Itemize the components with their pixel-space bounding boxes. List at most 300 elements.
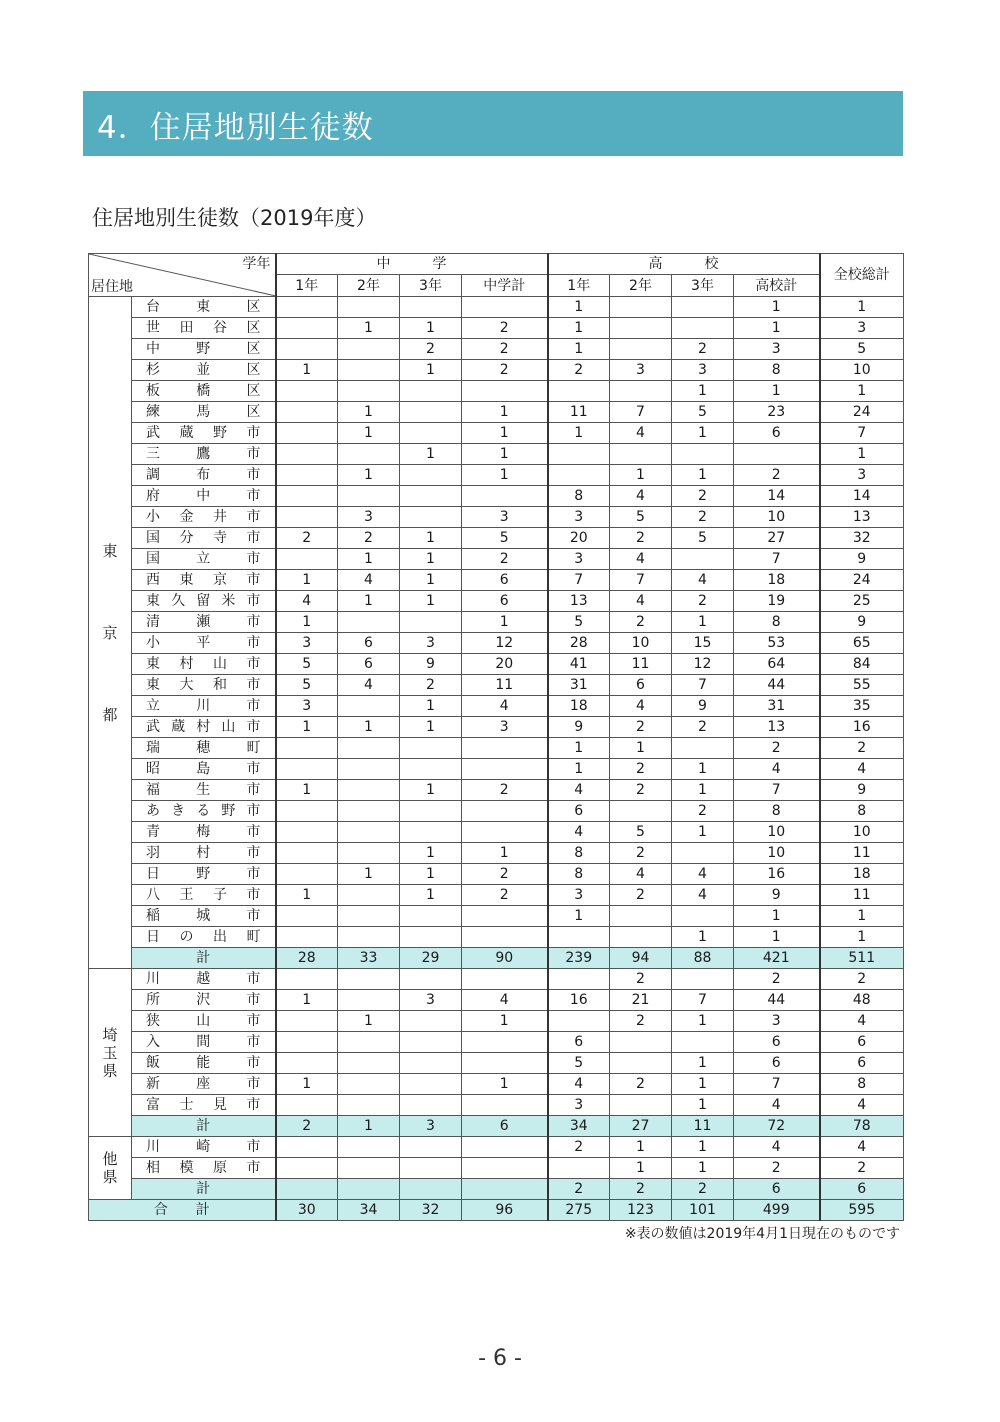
value-cell: 33 xyxy=(338,948,400,969)
value-cell xyxy=(338,1095,400,1116)
value-cell: 123 xyxy=(610,1200,672,1221)
value-cell: 1 xyxy=(820,927,904,948)
value-cell: 1 xyxy=(462,444,548,465)
value-cell: 1 xyxy=(400,549,462,570)
value-cell: 1 xyxy=(548,318,610,339)
table-row xyxy=(89,738,904,759)
value-cell: 44 xyxy=(734,990,820,1011)
value-cell xyxy=(276,549,338,570)
table-row xyxy=(89,1053,904,1074)
value-cell: 14 xyxy=(820,486,904,507)
residence-name: 川崎市 xyxy=(132,1137,276,1158)
value-cell xyxy=(338,759,400,780)
value-cell: 1 xyxy=(734,381,820,402)
prefecture-char: 埼 xyxy=(102,1025,118,1044)
grade-header: 学年 xyxy=(242,256,271,272)
value-cell xyxy=(462,801,548,822)
value-cell: 1 xyxy=(734,318,820,339)
value-cell: 1 xyxy=(400,591,462,612)
value-cell xyxy=(672,297,734,318)
value-cell xyxy=(400,297,462,318)
value-cell: 11 xyxy=(672,1116,734,1137)
value-cell: 9 xyxy=(820,780,904,801)
prefecture-char: 東 xyxy=(102,541,118,560)
value-cell: 53 xyxy=(734,633,820,654)
value-cell: 2 xyxy=(462,339,548,360)
value-cell xyxy=(338,822,400,843)
value-cell xyxy=(276,759,338,780)
prefecture-char: 県 xyxy=(102,1061,118,1080)
value-cell: 1 xyxy=(338,864,400,885)
table-row xyxy=(89,381,904,402)
value-cell: 1 xyxy=(462,402,548,423)
table-row xyxy=(89,780,904,801)
value-cell: 11 xyxy=(820,885,904,906)
residence-name: 富士見市 xyxy=(132,1095,276,1116)
value-cell xyxy=(462,486,548,507)
value-cell xyxy=(610,927,672,948)
value-cell: 5 xyxy=(672,528,734,549)
value-cell xyxy=(462,738,548,759)
residence-name: 新座市 xyxy=(132,1074,276,1095)
value-cell: 3 xyxy=(548,549,610,570)
value-cell xyxy=(276,927,338,948)
residence-name: 日の出町 xyxy=(132,927,276,948)
table-row xyxy=(89,969,904,990)
prefecture-char: 都 xyxy=(102,705,118,724)
value-cell: 595 xyxy=(820,1200,904,1221)
residence-name: 瑞穂町 xyxy=(132,738,276,759)
residence-name: 稲城市 xyxy=(132,906,276,927)
value-cell: 44 xyxy=(734,675,820,696)
value-cell: 3 xyxy=(672,360,734,381)
value-cell: 28 xyxy=(276,948,338,969)
value-cell xyxy=(462,1032,548,1053)
value-cell: 1 xyxy=(400,696,462,717)
value-cell xyxy=(400,1011,462,1032)
value-cell: 64 xyxy=(734,654,820,675)
value-cell xyxy=(672,318,734,339)
value-cell: 9 xyxy=(672,696,734,717)
prefecture-char: 京 xyxy=(102,623,118,642)
value-cell: 5 xyxy=(462,528,548,549)
value-cell: 34 xyxy=(338,1200,400,1221)
grand-total-label: 合 計 xyxy=(89,1200,276,1221)
value-cell xyxy=(276,486,338,507)
value-cell: 2 xyxy=(610,759,672,780)
value-cell: 10 xyxy=(734,843,820,864)
value-cell: 1 xyxy=(462,423,548,444)
value-cell: 275 xyxy=(548,1200,610,1221)
residence-name: 日野市 xyxy=(132,864,276,885)
table-row xyxy=(89,360,904,381)
value-cell: 6 xyxy=(462,1116,548,1137)
value-cell: 499 xyxy=(734,1200,820,1221)
value-cell: 1 xyxy=(548,759,610,780)
residence-name: 武蔵村山市 xyxy=(132,717,276,738)
col-header-m3: 3年 xyxy=(400,275,462,297)
residence-name: 練馬区 xyxy=(132,402,276,423)
value-cell: 11 xyxy=(820,843,904,864)
value-cell: 6 xyxy=(820,1032,904,1053)
value-cell: 2 xyxy=(338,528,400,549)
value-cell: 1 xyxy=(400,864,462,885)
subtotal-label: 計 xyxy=(132,1116,276,1137)
value-cell xyxy=(462,1053,548,1074)
value-cell: 1 xyxy=(610,1137,672,1158)
value-cell: 2 xyxy=(734,465,820,486)
value-cell: 2 xyxy=(548,1179,610,1200)
value-cell: 1 xyxy=(672,1011,734,1032)
col-header-h1: 1年 xyxy=(548,275,610,297)
value-cell: 18 xyxy=(734,570,820,591)
value-cell: 96 xyxy=(462,1200,548,1221)
value-cell xyxy=(672,444,734,465)
value-cell: 1 xyxy=(462,843,548,864)
value-cell: 78 xyxy=(820,1116,904,1137)
value-cell: 2 xyxy=(548,1137,610,1158)
value-cell xyxy=(276,1158,338,1179)
value-cell: 1 xyxy=(462,612,548,633)
value-cell: 9 xyxy=(400,654,462,675)
value-cell: 18 xyxy=(548,696,610,717)
value-cell: 6 xyxy=(820,1179,904,1200)
value-cell xyxy=(276,906,338,927)
value-cell: 6 xyxy=(548,801,610,822)
residence-name: 清瀬市 xyxy=(132,612,276,633)
table-row xyxy=(89,654,904,675)
value-cell: 5 xyxy=(610,507,672,528)
value-cell xyxy=(338,1074,400,1095)
value-cell xyxy=(400,612,462,633)
prefecture-label xyxy=(89,1137,132,1200)
value-cell: 1 xyxy=(400,717,462,738)
value-cell: 1 xyxy=(338,1011,400,1032)
value-cell: 1 xyxy=(820,297,904,318)
value-cell: 4 xyxy=(820,1137,904,1158)
table-row xyxy=(89,885,904,906)
value-cell: 1 xyxy=(400,360,462,381)
header-corner-cell xyxy=(89,254,276,297)
value-cell xyxy=(276,843,338,864)
table-row xyxy=(89,822,904,843)
value-cell: 1 xyxy=(400,570,462,591)
value-cell xyxy=(338,990,400,1011)
value-cell: 9 xyxy=(820,612,904,633)
value-cell: 13 xyxy=(734,717,820,738)
value-cell: 1 xyxy=(610,738,672,759)
value-cell: 27 xyxy=(610,1116,672,1137)
value-cell xyxy=(400,801,462,822)
value-cell: 1 xyxy=(672,927,734,948)
value-cell: 14 xyxy=(734,486,820,507)
value-cell: 8 xyxy=(734,360,820,381)
value-cell: 11 xyxy=(462,675,548,696)
value-cell: 2 xyxy=(610,612,672,633)
value-cell: 1 xyxy=(400,528,462,549)
value-cell: 2 xyxy=(820,738,904,759)
value-cell xyxy=(462,381,548,402)
value-cell: 4 xyxy=(820,759,904,780)
value-cell xyxy=(400,1074,462,1095)
value-cell: 4 xyxy=(672,570,734,591)
table-row xyxy=(89,465,904,486)
value-cell xyxy=(610,1032,672,1053)
value-cell: 3 xyxy=(820,318,904,339)
value-cell xyxy=(338,612,400,633)
value-cell xyxy=(276,1137,338,1158)
value-cell: 7 xyxy=(548,570,610,591)
value-cell: 4 xyxy=(548,780,610,801)
value-cell: 4 xyxy=(672,885,734,906)
value-cell: 20 xyxy=(462,654,548,675)
overall-total-header: 全校総計 xyxy=(820,254,904,297)
value-cell: 4 xyxy=(734,1137,820,1158)
residence-name: 調布市 xyxy=(132,465,276,486)
value-cell: 1 xyxy=(672,822,734,843)
value-cell xyxy=(462,906,548,927)
value-cell: 7 xyxy=(820,423,904,444)
value-cell xyxy=(610,318,672,339)
value-cell: 1 xyxy=(462,1074,548,1095)
value-cell: 2 xyxy=(462,318,548,339)
value-cell: 2 xyxy=(820,1158,904,1179)
residence-name: 台東区 xyxy=(132,297,276,318)
value-cell: 1 xyxy=(276,717,338,738)
value-cell: 4 xyxy=(462,696,548,717)
value-cell xyxy=(672,906,734,927)
value-cell xyxy=(610,1053,672,1074)
value-cell: 10 xyxy=(734,507,820,528)
residence-name: 立川市 xyxy=(132,696,276,717)
table-row xyxy=(89,717,904,738)
value-cell: 4 xyxy=(276,591,338,612)
residence-name: 羽村市 xyxy=(132,843,276,864)
value-cell: 4 xyxy=(734,759,820,780)
col-header-hsum: 高校計 xyxy=(734,275,820,297)
residence-name: 東久留米市 xyxy=(132,591,276,612)
value-cell xyxy=(610,906,672,927)
value-cell: 1 xyxy=(672,381,734,402)
value-cell xyxy=(338,360,400,381)
high-school-header: 高 校 xyxy=(548,254,820,275)
value-cell: 4 xyxy=(820,1011,904,1032)
value-cell: 2 xyxy=(462,549,548,570)
residence-name: 小平市 xyxy=(132,633,276,654)
value-cell xyxy=(338,780,400,801)
value-cell: 4 xyxy=(610,423,672,444)
grand-total-row xyxy=(89,1200,904,1221)
value-cell: 3 xyxy=(734,339,820,360)
value-cell: 6 xyxy=(610,675,672,696)
col-header-m1: 1年 xyxy=(276,275,338,297)
table-row xyxy=(89,696,904,717)
value-cell: 1 xyxy=(400,318,462,339)
value-cell: 4 xyxy=(734,1095,820,1116)
value-cell xyxy=(400,906,462,927)
value-cell: 1 xyxy=(734,906,820,927)
residence-name: 西東京市 xyxy=(132,570,276,591)
value-cell: 25 xyxy=(820,591,904,612)
value-cell xyxy=(548,444,610,465)
value-cell xyxy=(276,339,338,360)
value-cell: 7 xyxy=(734,1074,820,1095)
value-cell: 1 xyxy=(548,906,610,927)
value-cell: 2 xyxy=(734,969,820,990)
residence-name: 昭島市 xyxy=(132,759,276,780)
value-cell: 9 xyxy=(734,885,820,906)
value-cell xyxy=(734,444,820,465)
value-cell: 16 xyxy=(548,990,610,1011)
value-cell xyxy=(400,486,462,507)
value-cell xyxy=(672,843,734,864)
value-cell: 7 xyxy=(672,675,734,696)
value-cell xyxy=(400,1032,462,1053)
value-cell xyxy=(276,465,338,486)
value-cell xyxy=(462,927,548,948)
value-cell: 511 xyxy=(820,948,904,969)
value-cell xyxy=(610,339,672,360)
table-row xyxy=(89,1137,904,1158)
value-cell xyxy=(462,1158,548,1179)
value-cell xyxy=(548,1011,610,1032)
residence-name: 東大和市 xyxy=(132,675,276,696)
value-cell: 1 xyxy=(548,738,610,759)
middle-school-header: 中 学 xyxy=(276,254,548,275)
value-cell: 88 xyxy=(672,948,734,969)
residence-name: 所沢市 xyxy=(132,990,276,1011)
value-cell xyxy=(338,486,400,507)
value-cell: 3 xyxy=(462,507,548,528)
residence-name: 狭山市 xyxy=(132,1011,276,1032)
value-cell: 15 xyxy=(672,633,734,654)
residence-name: 福生市 xyxy=(132,780,276,801)
value-cell: 3 xyxy=(400,633,462,654)
value-cell: 5 xyxy=(276,654,338,675)
value-cell: 32 xyxy=(820,528,904,549)
residence-name: 相模原市 xyxy=(132,1158,276,1179)
value-cell: 1 xyxy=(338,549,400,570)
value-cell: 7 xyxy=(734,780,820,801)
value-cell: 2 xyxy=(610,528,672,549)
value-cell xyxy=(276,1095,338,1116)
value-cell: 1 xyxy=(400,843,462,864)
value-cell: 8 xyxy=(548,864,610,885)
value-cell xyxy=(276,318,338,339)
value-cell: 101 xyxy=(672,1200,734,1221)
table-row xyxy=(89,318,904,339)
value-cell: 6 xyxy=(734,1179,820,1200)
value-cell: 1 xyxy=(400,780,462,801)
value-cell: 4 xyxy=(610,549,672,570)
value-cell: 3 xyxy=(400,990,462,1011)
value-cell: 10 xyxy=(820,822,904,843)
value-cell: 1 xyxy=(672,759,734,780)
table-row xyxy=(89,591,904,612)
subtotal-label: 計 xyxy=(132,948,276,969)
table-row xyxy=(89,1158,904,1179)
value-cell: 1 xyxy=(276,885,338,906)
table-row xyxy=(89,339,904,360)
value-cell: 3 xyxy=(400,1116,462,1137)
value-cell xyxy=(672,549,734,570)
value-cell xyxy=(276,297,338,318)
value-cell xyxy=(276,801,338,822)
value-cell: 9 xyxy=(548,717,610,738)
value-cell: 239 xyxy=(548,948,610,969)
table-row xyxy=(89,444,904,465)
value-cell xyxy=(548,1158,610,1179)
prefecture-char: 他 xyxy=(102,1150,118,1168)
value-cell xyxy=(338,297,400,318)
table-row xyxy=(89,402,904,423)
value-cell: 9 xyxy=(820,549,904,570)
value-cell: 1 xyxy=(672,1095,734,1116)
value-cell: 3 xyxy=(462,717,548,738)
value-cell xyxy=(276,969,338,990)
prefecture-label xyxy=(89,969,132,1137)
value-cell xyxy=(276,1053,338,1074)
table-row xyxy=(89,297,904,318)
value-cell xyxy=(338,1179,400,1200)
value-cell xyxy=(276,1011,338,1032)
value-cell xyxy=(548,927,610,948)
value-cell xyxy=(400,381,462,402)
value-cell xyxy=(462,1137,548,1158)
value-cell xyxy=(400,507,462,528)
value-cell: 1 xyxy=(672,780,734,801)
value-cell: 2 xyxy=(734,738,820,759)
value-cell: 3 xyxy=(338,507,400,528)
residence-name: 小金井市 xyxy=(132,507,276,528)
table-row xyxy=(89,486,904,507)
value-cell: 1 xyxy=(462,465,548,486)
value-cell: 4 xyxy=(820,1095,904,1116)
value-cell: 31 xyxy=(734,696,820,717)
value-cell: 2 xyxy=(610,843,672,864)
col-header-m2: 2年 xyxy=(338,275,400,297)
value-cell xyxy=(548,969,610,990)
value-cell xyxy=(276,444,338,465)
value-cell: 1 xyxy=(820,444,904,465)
value-cell: 1 xyxy=(276,990,338,1011)
value-cell xyxy=(338,738,400,759)
value-cell: 3 xyxy=(548,1095,610,1116)
value-cell: 5 xyxy=(820,339,904,360)
section-banner xyxy=(83,91,903,156)
value-cell: 48 xyxy=(820,990,904,1011)
value-cell xyxy=(462,1095,548,1116)
value-cell xyxy=(462,1179,548,1200)
value-cell: 2 xyxy=(462,360,548,381)
page-number: - 6 - xyxy=(478,1346,522,1371)
value-cell: 2 xyxy=(672,486,734,507)
residence-header: 居住地 xyxy=(91,279,133,295)
value-cell: 2 xyxy=(820,969,904,990)
col-header-h3: 3年 xyxy=(672,275,734,297)
value-cell: 5 xyxy=(610,822,672,843)
value-cell: 55 xyxy=(820,675,904,696)
residence-name: 国立市 xyxy=(132,549,276,570)
value-cell: 8 xyxy=(734,612,820,633)
value-cell: 5 xyxy=(672,402,734,423)
value-cell xyxy=(276,1179,338,1200)
value-cell: 11 xyxy=(548,402,610,423)
value-cell: 1 xyxy=(672,423,734,444)
value-cell xyxy=(276,381,338,402)
value-cell: 8 xyxy=(548,843,610,864)
value-cell xyxy=(400,423,462,444)
